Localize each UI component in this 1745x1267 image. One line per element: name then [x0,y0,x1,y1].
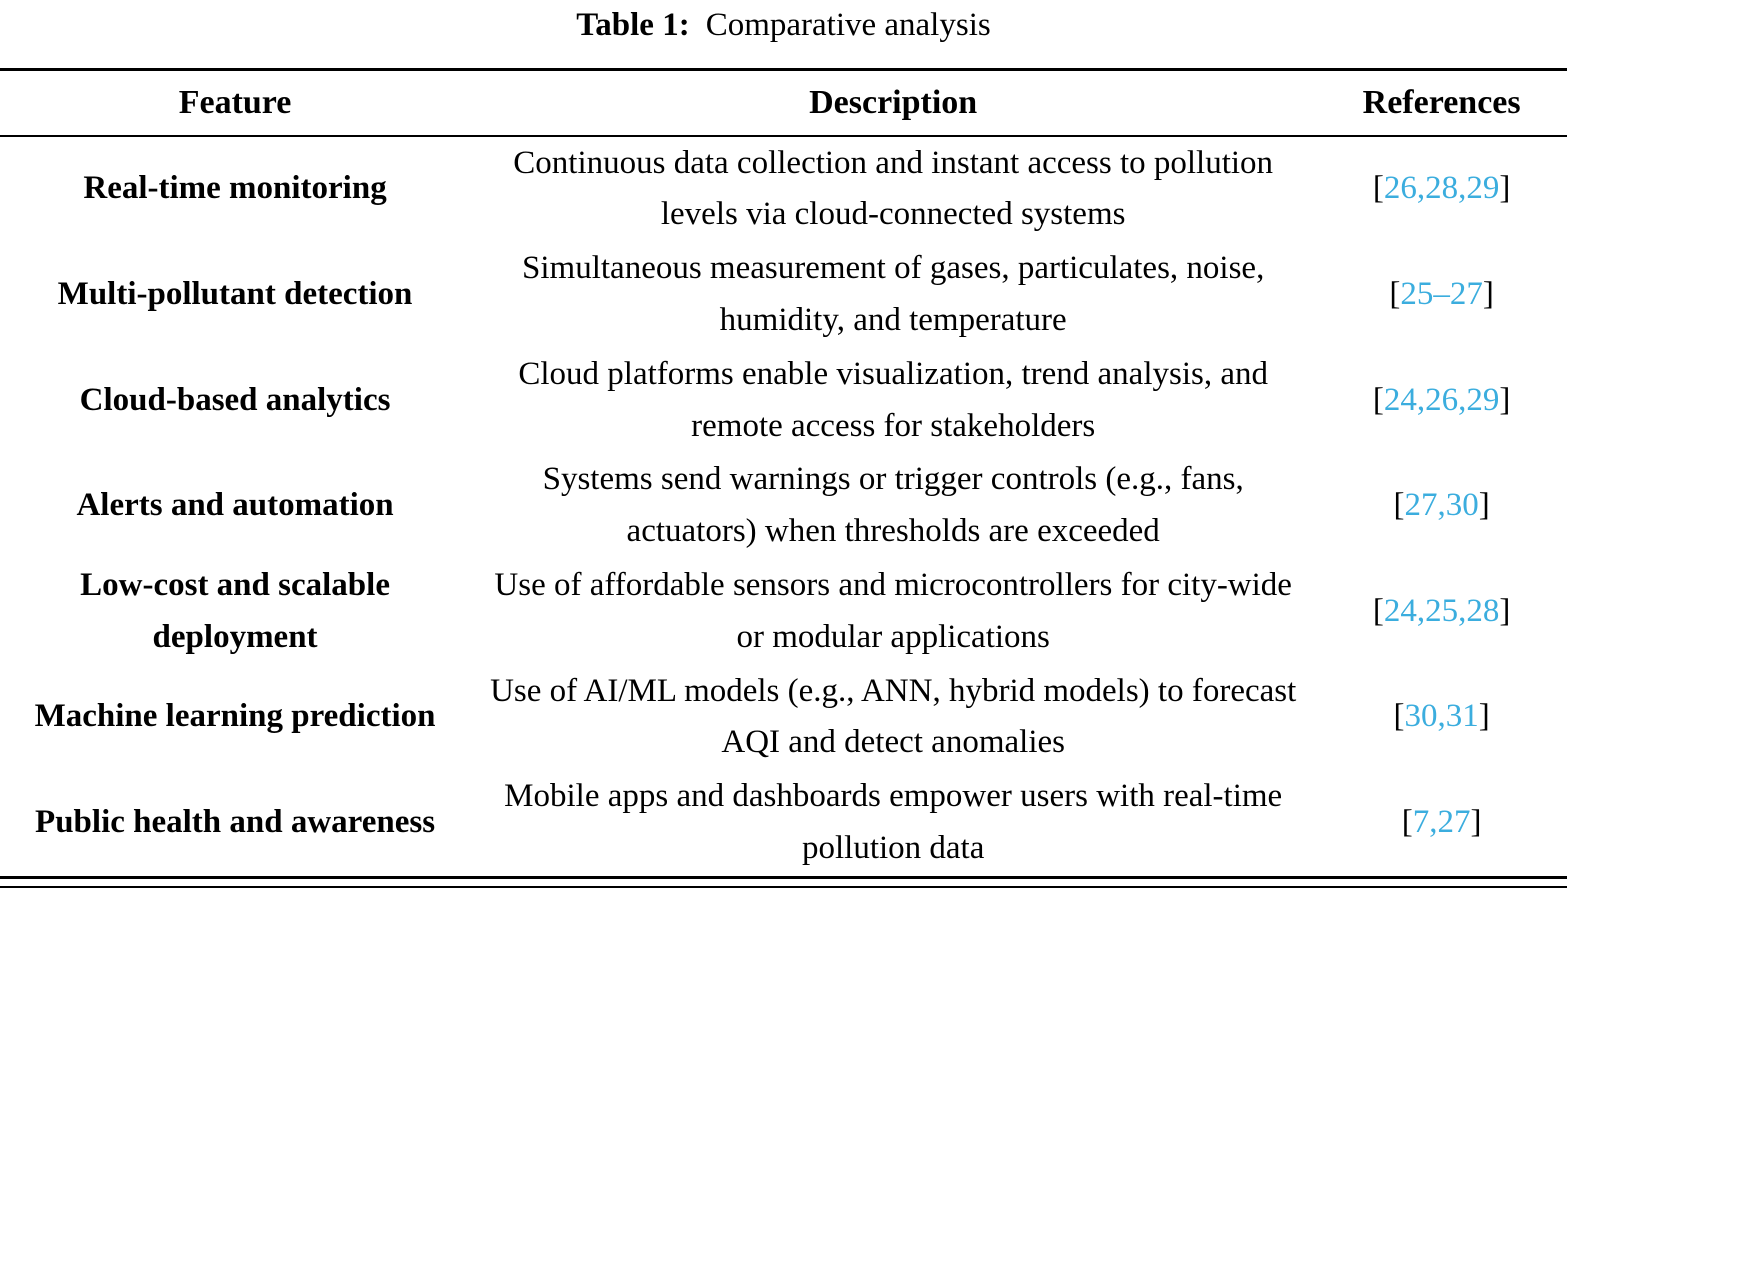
reference-open-bracket: [ [1401,804,1413,841]
citation-link[interactable]: 26 [1425,381,1459,418]
table-row [0,242,1567,348]
header-references: References [1316,69,1567,136]
feature-cell: Machine learning prediction [34,698,436,735]
description-cell: Mobile apps and dashboards empower users with real-time pollution data [504,778,1283,866]
reference-open-bracket: [ [1393,698,1405,735]
references-cell [1316,242,1567,348]
references-cell [1316,136,1567,243]
reference-separator: , [1429,804,1438,841]
description-cell: Use of AI/ML models (e.g., ANN, hybrid models) to forecast AQI and detect anomalies [490,672,1297,761]
citation-link[interactable]: 24 [1383,381,1417,418]
reference-separator: , [1416,170,1426,207]
citation-link[interactable]: 27 [1437,804,1471,841]
reference-separator: , [1437,487,1446,524]
citation-link[interactable]: 25 [1400,276,1434,313]
reference-close-bracket: ] [1499,381,1511,418]
citation-link[interactable]: 27 [1404,487,1438,524]
table-bottom-rule [0,886,1567,888]
reference-separator: , [1458,170,1467,207]
reference-close-bracket: ] [1499,592,1511,629]
reference-close-bracket: ] [1482,276,1494,313]
feature-cell: Cloud-based analytics [79,381,391,418]
citation-link[interactable]: 24 [1383,592,1417,629]
feature-cell: Real-time monitoring [83,170,387,207]
reference-open-bracket: [ [1389,276,1401,313]
citation-link[interactable]: 28 [1466,592,1500,629]
reference-separator: – [1433,276,1450,313]
reference-open-bracket: [ [1372,170,1384,207]
table-row [0,136,1567,243]
citation-link[interactable]: 31 [1445,698,1479,735]
reference-separator: , [1458,592,1467,629]
description-cell: Simultaneous measurement of gases, particulates, noise, humidity, and temperature [522,250,1265,338]
feature-cell: Multi-pollutant detection [57,276,413,313]
table-row [0,348,1567,454]
reference-close-bracket: ] [1470,804,1482,841]
feature-cell: Low-cost and scalable deployment [80,566,390,655]
reference-close-bracket: ] [1478,487,1490,524]
citation-link[interactable]: 30 [1404,698,1438,735]
citation-link[interactable]: 25 [1425,592,1459,629]
description-cell: Use of affordable sensors and microcontrollers for city-wide or modular applications [494,566,1292,655]
references-cell [1316,348,1567,454]
references-cell [1316,453,1567,559]
reference-open-bracket: [ [1372,592,1384,629]
reference-open-bracket: [ [1393,487,1405,524]
reference-close-bracket: ] [1499,170,1511,207]
description-cell: Continuous data collection and instant access to pollution levels via cloud-connected systems [513,144,1274,233]
table-row [0,559,1567,665]
table-header-row [0,69,1567,136]
references-cell [1316,559,1567,665]
citation-link[interactable]: 30 [1445,487,1479,524]
citation-link[interactable]: 26 [1383,170,1417,207]
reference-separator: , [1416,381,1426,418]
citation-link[interactable]: 29 [1466,381,1500,418]
citation-link[interactable]: 7 [1412,804,1430,841]
citation-link[interactable]: 29 [1466,170,1500,207]
table-row [0,453,1567,559]
table-caption [0,6,1567,46]
table-caption-text: Comparative analysis [705,7,991,43]
description-cell: Cloud platforms enable visualization, trend analysis, and remote access for stakeholders [518,355,1268,444]
references-cell [1316,770,1567,877]
header-feature: Feature [0,69,470,136]
table-caption-label: Table 1: [576,7,690,43]
header-description: Description [470,69,1316,136]
reference-separator: , [1458,381,1467,418]
reference-separator: , [1416,592,1426,629]
comparative-analysis-table [0,68,1567,879]
table-row [0,665,1567,771]
reference-open-bracket: [ [1372,381,1384,418]
references-cell [1316,665,1567,771]
feature-cell: Alerts and automation [76,487,394,524]
feature-cell: Public health and awareness [35,804,436,841]
description-cell: Systems send warnings or trigger controls (e.g., fans, actuators) when thresholds are exceeded [542,461,1244,550]
citation-link[interactable]: 27 [1449,276,1483,313]
table-row [0,770,1567,877]
reference-separator: , [1437,698,1446,735]
citation-link[interactable]: 28 [1425,170,1459,207]
reference-close-bracket: ] [1478,698,1490,735]
